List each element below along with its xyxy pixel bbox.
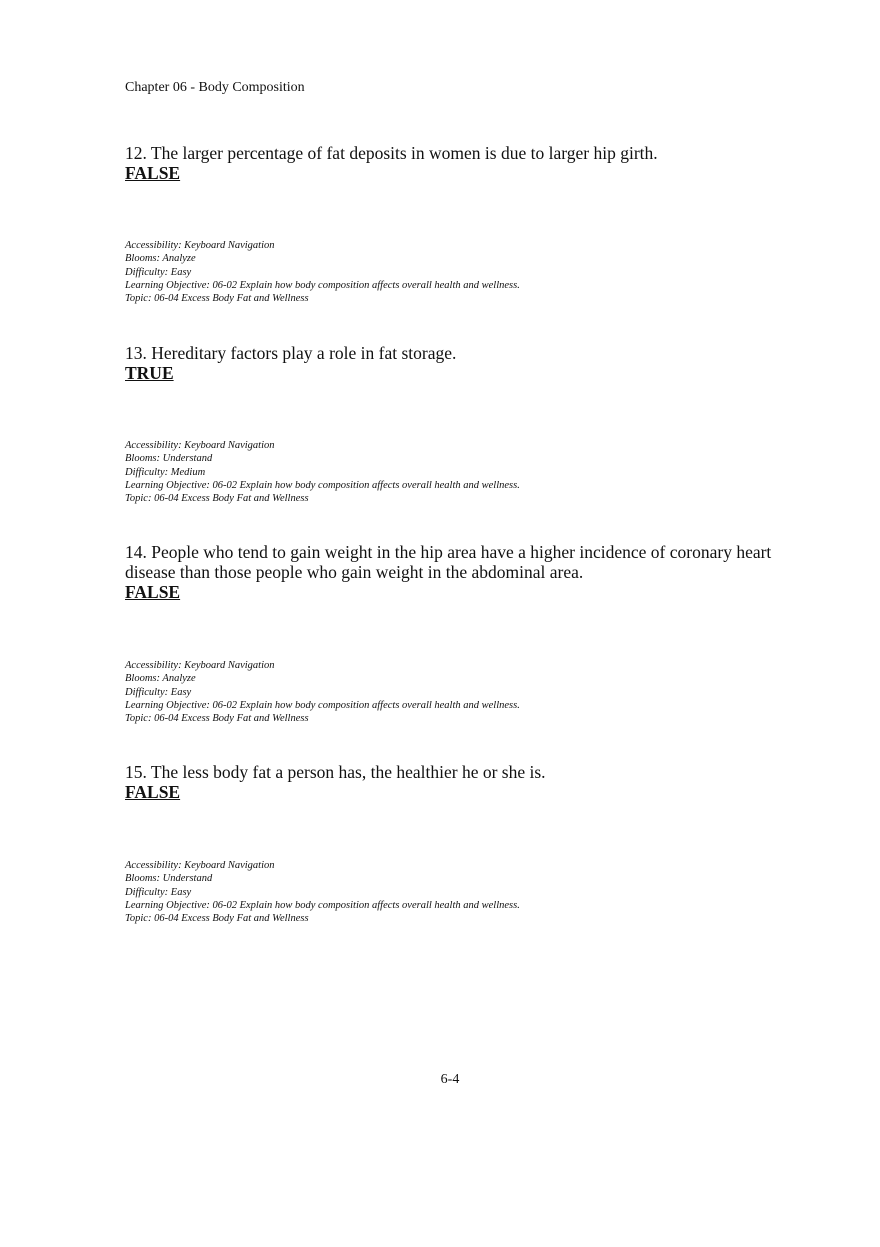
meta-learning-objective: Learning Objective: 06-02 Explain how body composition affects overall health and wellness. [125, 479, 520, 491]
question-answer: FALSE [125, 782, 181, 802]
meta-difficulty: Difficulty: Easy [125, 686, 192, 698]
meta-accessibility: Accessibility: Keyboard Navigation [125, 860, 275, 871]
question-text: 14. People who tend to gain weight in the hip area have a higher incidence of coronary heart disease than those people who gain weight in the abdominal area. [125, 542, 772, 582]
question-13-metadata [125, 439, 725, 505]
question-12-metadata [125, 239, 725, 305]
page-number: 6-4 [440, 1072, 460, 1087]
question-13 [125, 343, 775, 383]
question-12 [125, 143, 775, 183]
question-text: 12. The larger percentage of fat deposits in women is due to larger hip girth. [125, 143, 658, 163]
question-15-metadata [125, 859, 725, 925]
meta-accessibility: Accessibility: Keyboard Navigation [125, 660, 275, 671]
meta-learning-objective: Learning Objective: 06-02 Explain how body composition affects overall health and wellness. [125, 279, 520, 291]
meta-blooms: Blooms: Understand [125, 453, 213, 465]
meta-blooms: Blooms: Analyze [125, 253, 196, 265]
question-answer: TRUE [125, 363, 174, 383]
meta-blooms: Blooms: Understand [125, 873, 213, 885]
meta-topic: Topic: 06-04 Excess Body Fat and Wellness [125, 493, 309, 505]
meta-accessibility: Accessibility: Keyboard Navigation [125, 240, 275, 251]
meta-difficulty: Difficulty: Easy [125, 886, 192, 898]
question-text: 15. The less body fat a person has, the healthier he or she is. [125, 762, 546, 782]
meta-learning-objective: Learning Objective: 06-02 Explain how body composition affects overall health and wellness. [125, 899, 520, 911]
question-14 [125, 542, 775, 602]
meta-blooms: Blooms: Analyze [125, 673, 196, 685]
chapter-header: Chapter 06 - Body Composition [125, 80, 305, 95]
question-15 [125, 762, 775, 802]
question-answer: FALSE [125, 163, 181, 183]
question-answer: FALSE [125, 582, 181, 602]
meta-difficulty: Difficulty: Easy [125, 266, 192, 278]
meta-accessibility: Accessibility: Keyboard Navigation [125, 440, 275, 451]
question-14-metadata [125, 659, 725, 725]
question-text: 13. Hereditary factors play a role in fat storage. [125, 343, 457, 363]
meta-topic: Topic: 06-04 Excess Body Fat and Wellness [125, 293, 309, 305]
meta-topic: Topic: 06-04 Excess Body Fat and Wellness [125, 913, 309, 925]
meta-learning-objective: Learning Objective: 06-02 Explain how body composition affects overall health and wellness. [125, 699, 520, 711]
meta-topic: Topic: 06-04 Excess Body Fat and Wellness [125, 713, 309, 725]
meta-difficulty: Difficulty: Medium [125, 466, 206, 478]
